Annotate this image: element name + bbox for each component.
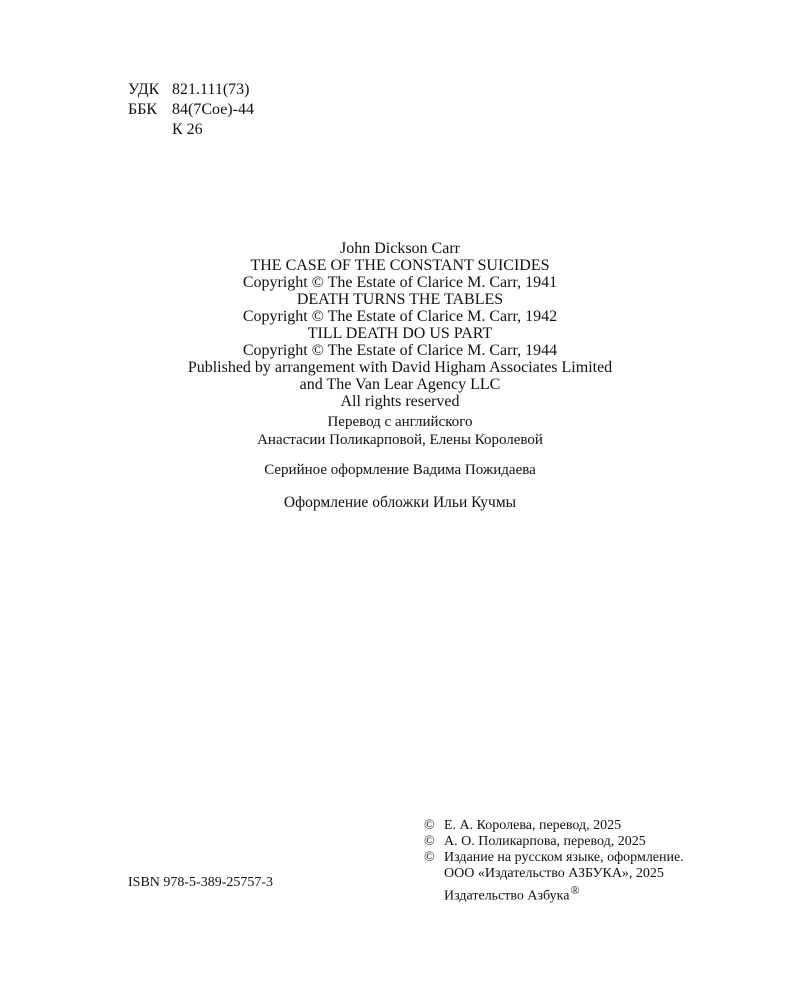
arrangement-line-1: Published by arrangement with David Higham Associates Limited — [187, 359, 613, 376]
author-mark-row — [128, 120, 254, 140]
copyright-notice-2: © А. О. Поликарпова, перевод, 2025 — [424, 834, 646, 849]
original-title-1: THE CASE OF THE CONSTANT SUICIDES — [250, 257, 550, 274]
rights-reserved: All rights reserved — [340, 393, 460, 410]
author-name: John Dickson Carr — [340, 240, 460, 257]
publisher-line: ООО «Издательство АЗБУКА», 2025 — [444, 866, 664, 881]
copyright-notices — [424, 818, 684, 905]
bbk-label: ББК — [128, 101, 158, 118]
copyright-line-1: Copyright © The Estate of Clarice M. Carr, 1941 — [242, 274, 558, 291]
original-title-3: TILL DEATH DO US PART — [307, 325, 493, 342]
translation-credit — [0, 413, 800, 449]
original-title-2: DEATH TURNS THE TABLES — [296, 291, 504, 308]
author-mark: К 26 — [172, 121, 203, 138]
arrangement-line-2: and The Van Lear Agency LLC — [299, 376, 501, 393]
copyright-symbol: © — [424, 834, 435, 849]
translators: Анастасии Поликарповой, Елены Королевой — [257, 432, 543, 448]
udk-label: УДК — [128, 81, 160, 98]
translation-line-1: Перевод с английского — [327, 414, 473, 430]
copyright-credits — [0, 240, 800, 410]
classification-block — [128, 80, 254, 140]
copyright-line-3: Copyright © The Estate of Clarice M. Carr, 1944 — [242, 342, 558, 359]
udk-value: 821.111(73) — [172, 81, 250, 98]
isbn: ISBN 978-5-389-25757-3 — [128, 875, 274, 890]
bbk-value: 84(7Сое)-44 — [172, 101, 254, 118]
series-design-credit: Серийное оформление Вадима Пожидаева — [264, 462, 536, 478]
copyright-notice-1: © Е. А. Королева, перевод, 2025 — [424, 818, 622, 833]
cover-design-credit: Оформление обложки Ильи Кучмы — [283, 494, 517, 511]
bbk-row — [128, 100, 254, 120]
copyright-notice-3: © Издание на русском языке, оформление. — [424, 850, 684, 865]
copyright-symbol: © — [424, 850, 435, 865]
copyright-symbol: © — [424, 818, 435, 833]
publisher-brand-line — [424, 882, 684, 905]
registered-mark: ® — [570, 883, 580, 897]
copyright-line-2: Copyright © The Estate of Clarice M. Carr, 1942 — [242, 308, 558, 325]
publisher-brand: Издательство Азбука — [444, 888, 570, 904]
udk-row — [128, 80, 254, 100]
